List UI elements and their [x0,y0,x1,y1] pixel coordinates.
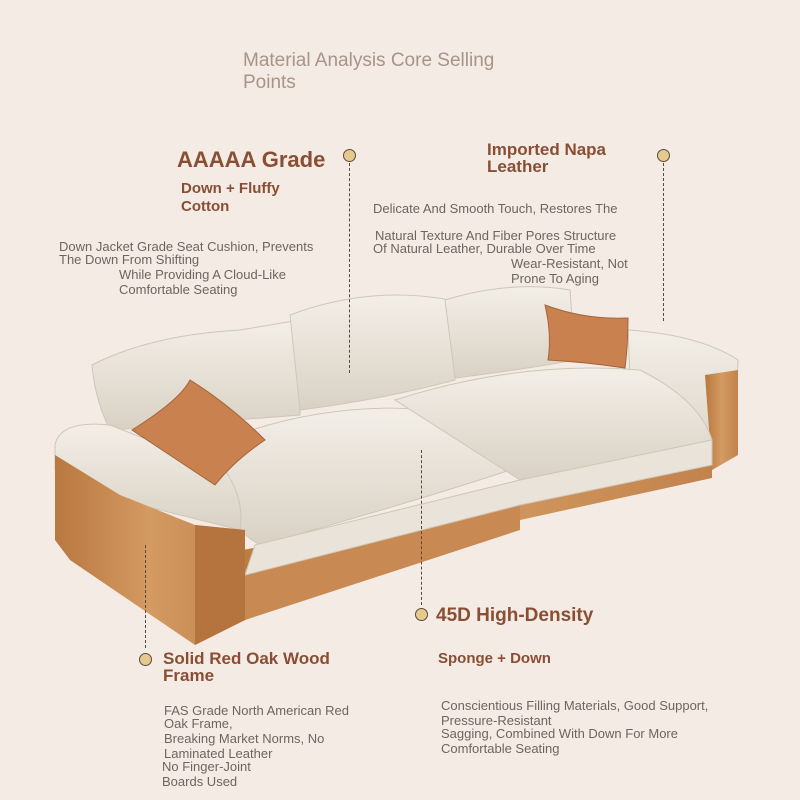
leather-marker-dot [657,149,670,162]
down-marker-dot [343,149,356,162]
right-pillow [545,305,628,368]
frame-leader-line [145,545,146,648]
frame-desc-line2: Oak Frame, [164,716,233,731]
leather-description [373,202,653,285]
leather-leader-line [663,163,664,321]
frame-desc-line3: Breaking Market Norms, No [164,731,325,746]
down-sub-line1: Down + Fluffy [181,180,280,197]
leather-desc-line2: Natural Texture And Fiber Pores Structure [375,228,617,243]
sponge-desc-line1: Conscientious Filling Materials, Good Support, [441,698,709,713]
leather-desc-line4: Wear-Resistant, Not [511,256,628,271]
frame-desc-line1: FAS Grade North American Red [164,703,349,718]
frame-desc-line6: Boards Used [162,774,238,789]
leather-heading-line1: Imported Napa [487,140,607,159]
page-title [243,50,543,94]
down-sub-line2: Cotton [181,198,230,215]
leather-desc-line1: Delicate And Smooth Touch, Restores The [373,201,618,216]
sponge-desc-line4: Comfortable Seating [441,741,560,756]
leather-desc-line3: Of Natural Leather, Durable Over Time [373,241,596,256]
frame-desc-line4: Laminated Leather [164,746,273,761]
down-heading: AAAAA Grade [177,147,326,172]
sponge-marker-dot [415,608,428,621]
frame-description [164,704,394,788]
frame-heading-line2: Frame [163,666,215,685]
sponge-description [441,699,761,755]
frame-heading-line1: Solid Red Oak Wood [163,649,330,668]
frame-heading [163,650,330,684]
down-desc-line2: The Down From Shifting [59,252,200,267]
leather-desc-line5: Prone To Aging [511,271,599,286]
sponge-subheading: Sponge + Down [438,650,551,667]
down-subheading [181,180,280,216]
sponge-desc-line2: Pressure-Resistant [441,713,552,728]
sponge-heading: 45D High-Density [436,605,594,626]
down-leader-line [349,163,350,373]
page-title-line2: Points [243,72,296,93]
page-title-line1: Material Analysis Core Selling [243,50,495,71]
frame-desc-line5: No Finger-Joint [162,759,251,774]
leather-heading-line2: Leather [487,157,549,176]
down-description [59,240,349,296]
frame-marker-dot [139,653,152,666]
sponge-leader-line [421,450,422,605]
sponge-desc-line3: Sagging, Combined With Down For More [441,726,678,741]
down-desc-line4: Comfortable Seating [119,282,238,297]
leather-heading [487,141,606,175]
down-desc-line1: Down Jacket Grade Seat Cushion, Prevents [59,239,314,254]
down-desc-line3: While Providing A Cloud-Like [119,267,286,282]
